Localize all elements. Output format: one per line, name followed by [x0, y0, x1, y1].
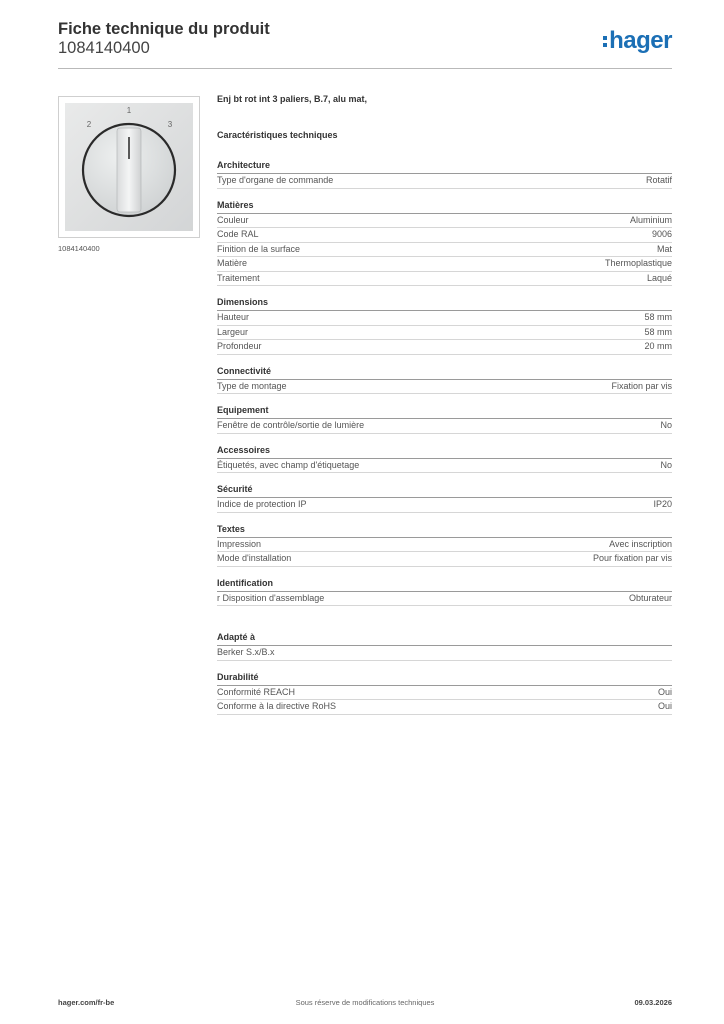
spec-label: Matière — [217, 258, 248, 268]
spec-group — [217, 632, 672, 661]
spec-group-title: Sécurité — [217, 484, 672, 498]
image-caption: 1084140400 — [58, 244, 100, 253]
spec-group-title: Identification — [217, 578, 672, 592]
spec-value: Pour fixation par vis — [592, 553, 672, 563]
spec-row — [217, 228, 672, 243]
spec-label: Type d'organe de commande — [217, 175, 334, 185]
footer-date: 09.03.2026 — [634, 998, 672, 1007]
spec-label: Largeur — [217, 326, 249, 337]
spec-groups — [217, 160, 672, 715]
dial-label-1: 1 — [126, 106, 132, 115]
spec-row — [217, 592, 672, 607]
spec-label: Hauteur — [217, 312, 250, 322]
logo-dots-icon — [603, 36, 607, 47]
spec-group-title: Equipement — [217, 405, 672, 419]
spec-value: Aluminium — [629, 214, 672, 225]
spec-row — [217, 174, 672, 189]
header-divider — [58, 68, 672, 69]
spec-row — [217, 340, 672, 355]
spec-label: Mode d'installation — [217, 553, 292, 563]
spec-value: 58 mm — [644, 326, 672, 337]
document-title: Fiche technique du produit — [58, 20, 270, 38]
spec-label: Conformité REACH — [217, 686, 296, 697]
spec-row — [217, 311, 672, 326]
spec-row — [217, 646, 672, 661]
spec-group — [217, 405, 672, 434]
spec-group — [217, 524, 672, 567]
spec-value: Rotatif — [645, 175, 672, 185]
dial-label-2: 2 — [86, 120, 92, 129]
spec-row — [217, 272, 672, 287]
spec-group-title: Adapté à — [217, 632, 672, 646]
spec-label: Indice de protection IP — [217, 499, 307, 509]
spec-row — [217, 257, 672, 272]
footer-notice: Sous réserve de modifications techniques — [295, 998, 435, 1007]
spec-label: Couleur — [217, 214, 249, 225]
spec-group — [217, 672, 672, 715]
spec-label: Traitement — [217, 272, 260, 283]
spec-row — [217, 459, 672, 474]
product-name: Enj bt rot int 3 paliers, B.7, alu mat, — [217, 94, 368, 104]
spec-value: 58 mm — [644, 312, 672, 322]
spec-group-title: Connectivité — [217, 366, 672, 380]
spec-value: Fixation par vis — [611, 380, 672, 391]
spec-value: IP20 — [653, 499, 672, 509]
spec-label: Étiquetés, avec champ d'étiquetage — [217, 459, 360, 470]
dial-label-3: 3 — [167, 120, 173, 129]
page-header — [58, 20, 672, 68]
spec-value: Oui — [657, 686, 672, 697]
page-footer — [58, 998, 672, 1010]
spec-group-title: Matières — [217, 200, 672, 214]
spec-value: No — [660, 459, 672, 470]
spec-label: Type de montage — [217, 380, 287, 391]
spec-row — [217, 700, 672, 715]
spec-value: 9006 — [651, 229, 672, 239]
spec-group — [217, 200, 672, 287]
spec-label: Finition de la surface — [217, 243, 301, 254]
product-reference: 1084140400 — [58, 39, 150, 57]
spec-row — [217, 380, 672, 395]
spec-group-title: Textes — [217, 524, 672, 538]
spec-group — [217, 160, 672, 189]
spec-label: Conforme à la directive RoHS — [217, 701, 337, 711]
spec-group — [217, 297, 672, 355]
spec-row — [217, 686, 672, 701]
spec-row — [217, 419, 672, 434]
spec-label: Code RAL — [217, 229, 259, 239]
spec-group-title: Dimensions — [217, 297, 672, 311]
spec-group-title: Architecture — [217, 160, 672, 174]
spec-content — [217, 94, 672, 726]
spec-label: Impression — [217, 538, 262, 549]
spec-group-title: Durabilité — [217, 672, 672, 686]
spec-value: Thermoplastique — [604, 258, 672, 268]
spec-group-title: Accessoires — [217, 445, 672, 459]
spec-value: Laqué — [646, 272, 672, 283]
spec-label: Fenêtre de contrôle/sortie de lumière — [217, 420, 365, 430]
spec-row — [217, 243, 672, 258]
spec-row — [217, 538, 672, 553]
spec-value: Mat — [656, 243, 672, 254]
spec-value: 20 mm — [644, 341, 672, 351]
spec-group — [217, 578, 672, 607]
spec-group — [217, 366, 672, 395]
spec-value: Obturateur — [628, 592, 672, 603]
spec-row — [217, 214, 672, 229]
product-image — [58, 96, 200, 238]
section-heading: Caractéristiques techniques — [217, 130, 338, 140]
spec-label: Profondeur — [217, 341, 262, 351]
spec-value: Oui — [657, 701, 672, 711]
spec-label: r Disposition d'assemblage — [217, 592, 325, 603]
spec-row — [217, 552, 672, 567]
spec-value: No — [660, 420, 672, 430]
spec-group — [217, 445, 672, 474]
hager-logo — [603, 26, 672, 56]
footer-website: hager.com/fr-be — [58, 998, 115, 1007]
logo-text: hager — [609, 27, 672, 54]
spec-label: Berker S.x/B.x — [217, 647, 275, 657]
spec-group — [217, 484, 672, 513]
spec-value: Avec inscription — [609, 538, 672, 549]
spec-row — [217, 498, 672, 513]
spec-row — [217, 326, 672, 341]
rotary-switch-image — [59, 97, 199, 237]
